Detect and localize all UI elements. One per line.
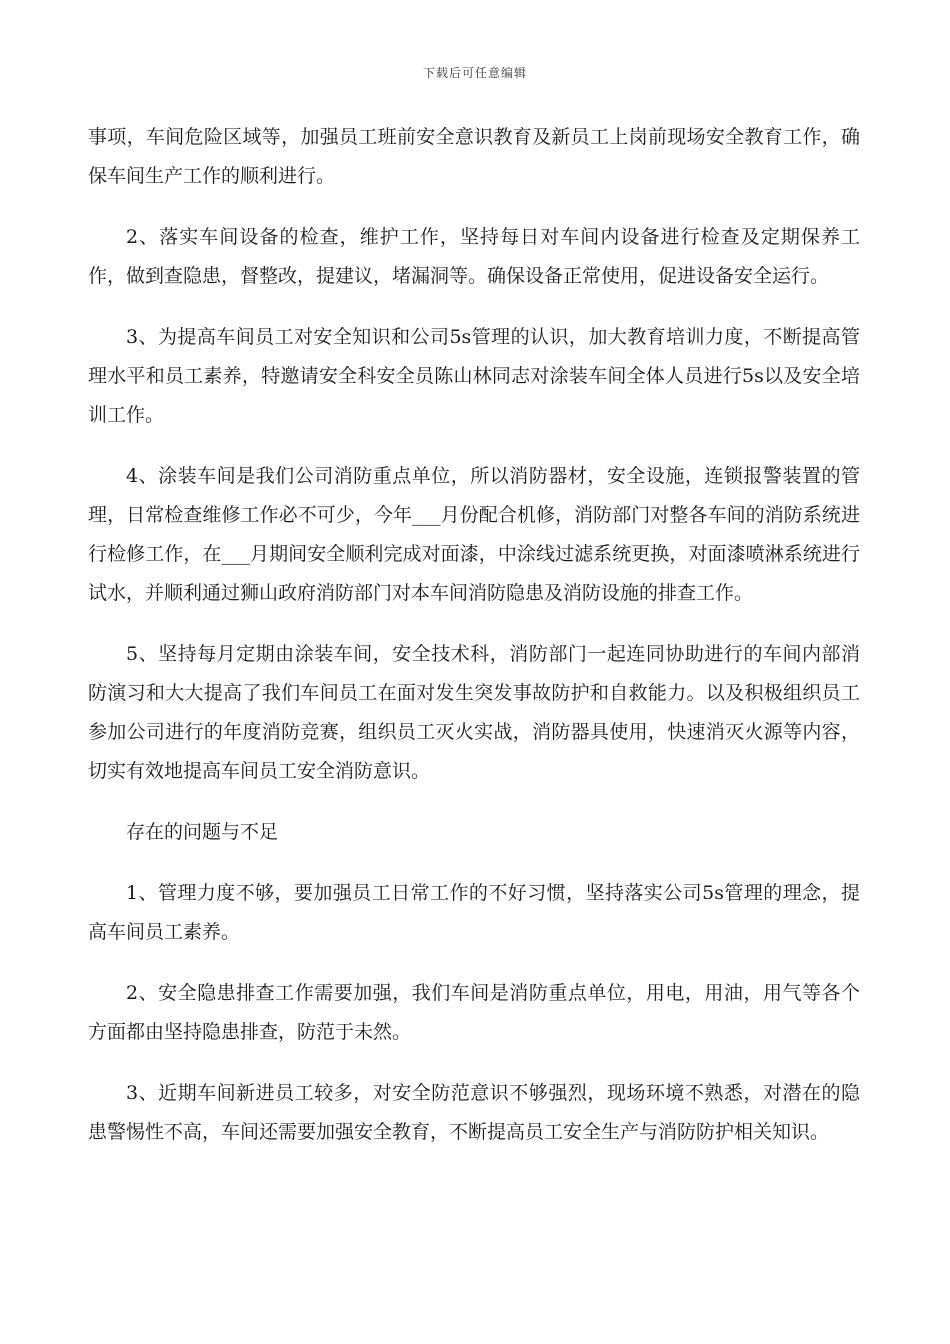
section-heading-problems: 存在的问题与不足 — [126, 821, 279, 843]
document-body — [88, 118, 860, 1174]
paragraph-continuation: 事项，车间危险区域等，加强员工班前安全意识教育及新员工上岗前现场安全教育工作，确保车间生产工作的顺利进行。 — [88, 126, 860, 187]
paragraph-item-5: 5、坚持每月定期由涂装车间，安全技术科，消防部门一起连同协助进行的车间内部消防演习和大大提高了我们车间员工在面对发生突发事故防护和自救能力。以及积极组织员工参加公司进行的年度消防竞赛，组织员工灭火实战，消防器具使用，快速消灭火源等内容，切实有效地提高车间员工安全消防意识。 — [88, 643, 860, 782]
problem-item-1: 1、管理力度不够，要加强员工日常工作的不好习惯，坚持落实公司5s管理的理念，提高车间员工素养。 — [88, 882, 860, 943]
problem-item-3: 3、近期车间新进员工较多，对安全防范意识不够强烈，现场环境不熟悉，对潜在的隐患警惕性不高，车间还需要加强安全教育，不断提高员工安全生产与消防防护相关知识。 — [88, 1082, 860, 1143]
paragraph-item-2: 2、落实车间设备的检查，维护工作，坚持每日对车间内设备进行检查及定期保养工作，做到查隐患，督整改，提建议，堵漏洞等。确保设备正常使用，促进设备安全运行。 — [88, 226, 860, 287]
page-header-note: 下载后可任意编辑 — [422, 66, 527, 80]
problem-item-2: 2、安全隐患排查工作需要加强，我们车间是消防重点单位，用电，用油，用气等各个方面都由坚持隐患排查，防范于未然。 — [88, 982, 860, 1043]
paragraph-item-4: 4、涂装车间是我们公司消防重点单位，所以消防器材，安全设施，连锁报警装置的管理，日常检查维修工作必不可少，今年___月份配合机修，消防部门对整各车间的消防系统进行检修工作，在___月期间安全顺利完成对面漆，中涂线过滤系统更换，对面漆喷淋系统进行试水，并顺利通过狮山政府消防部门对本车间消防隐患及消防设施的排查工作。 — [88, 465, 860, 604]
paragraph-item-3: 3、为提高车间员工对安全知识和公司5s管理的认识，加大教育培训力度，不断提高管理水平和员工素养，特邀请安全科安全员陈山林同志对涂装车间全体人员进行5s以及安全培训工作。 — [88, 326, 860, 426]
